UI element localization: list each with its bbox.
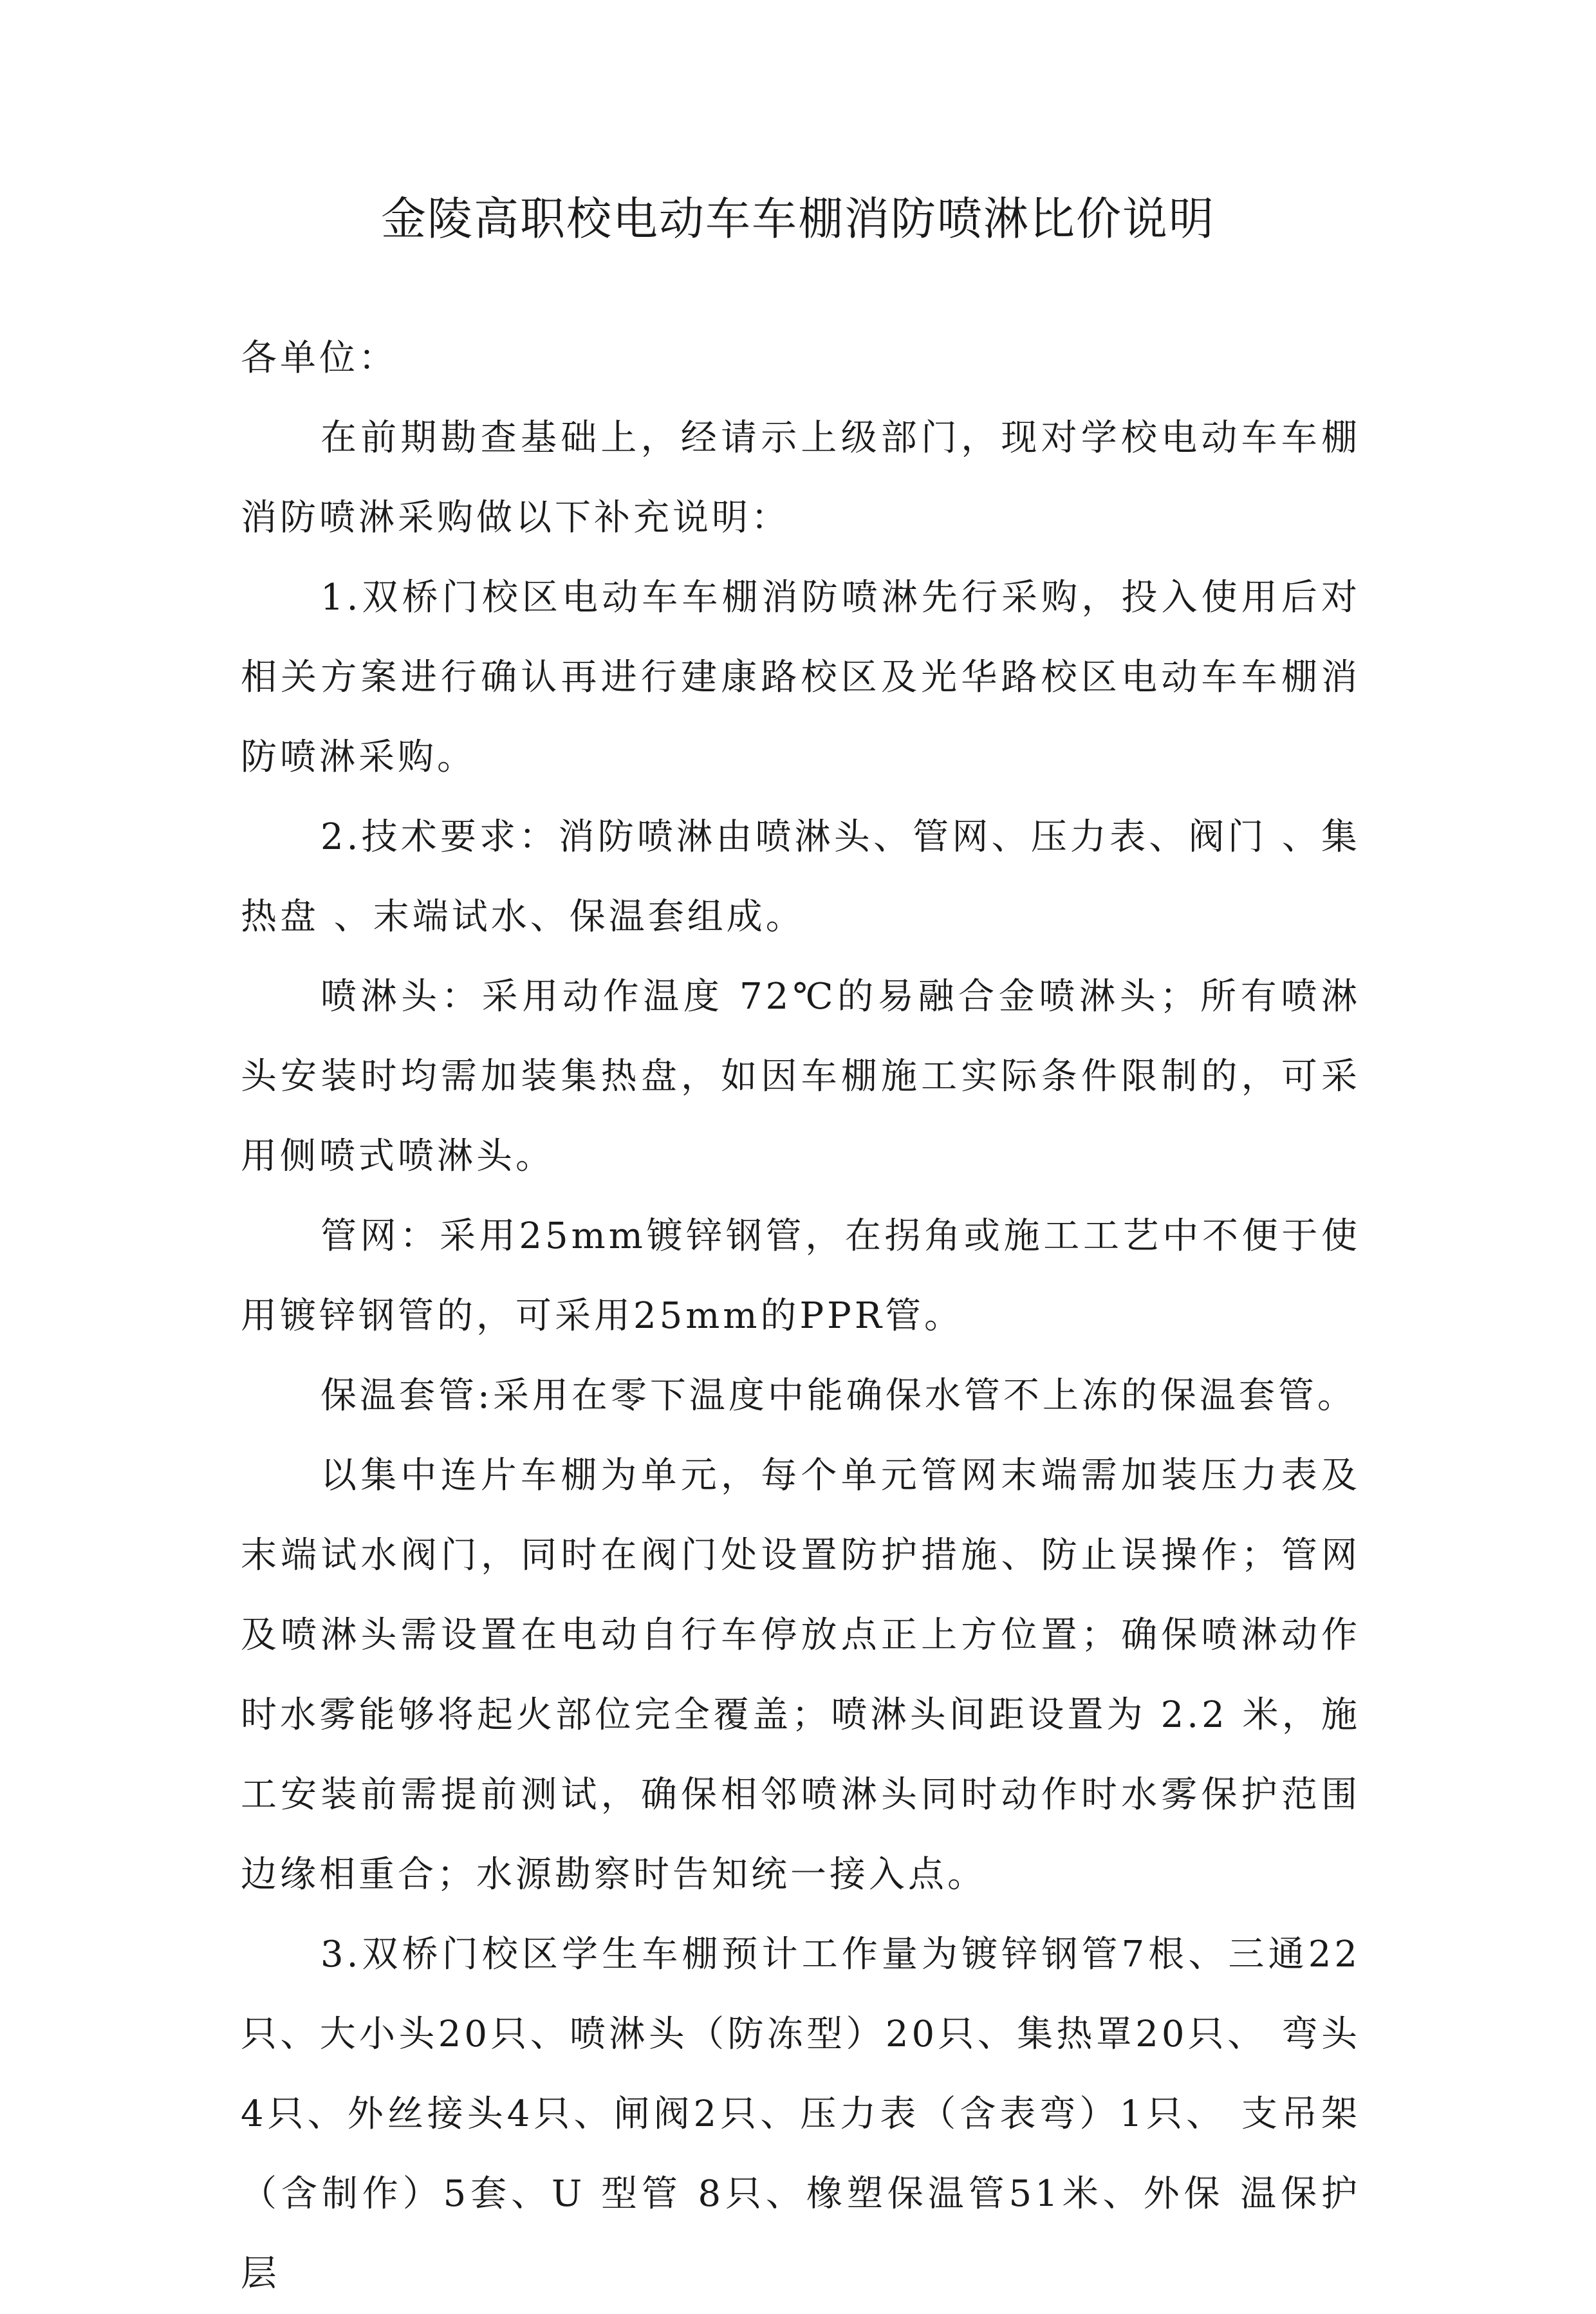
paragraph-sprinkler-head: 喷淋头：采用动作温度 72℃的易融合金喷淋头；所有喷淋头安装时均需加装集热盘，如因车棚施工实际条件限制的，可采用侧喷式喷淋头。 bbox=[241, 976, 1360, 1177]
paragraph-item-1: 1.双桥门校区电动车车棚消防喷淋先行采购，投入使用后对相关方案进行确认再进行建康路校区及光华路校区电动车车棚消防喷淋采购。 bbox=[241, 577, 1360, 778]
paragraph-item-2: 2.技术要求：消防喷淋由喷淋头、管网、压力表、阀门 、集热盘 、末端试水、保温套组成。 bbox=[241, 816, 1360, 938]
document-body bbox=[241, 319, 1360, 2314]
paragraph-unit-requirements: 以集中连片车棚为单元，每个单元管网末端需加装压力表及末端试水阀门，同时在阀门处设置防护措施、防止误操作；管网及喷淋头需设置在电动自行车停放点正上方位置；确保喷淋动作时水雾能够将起火部位完全覆盖；喷淋头间距设置为 2.2 米，施工安装前需提前测试，确保相邻喷淋头同时动作时水雾保护范围边缘相重合；水源勘察时告知统一接入点。 bbox=[241, 1455, 1360, 1896]
document-title: 金陵高职校电动车车棚消防喷淋比价说明 bbox=[381, 192, 1215, 245]
paragraph-intro: 在前期勘查基础上，经请示上级部门，现对学校电动车车棚消防喷淋采购做以下补充说明： bbox=[241, 417, 1360, 539]
salutation: 各单位： bbox=[241, 337, 398, 379]
paragraph-item-3: 3.双桥门校区学生车棚预计工作量为镀锌钢管7根、三通22只、大小头20只、喷淋头（防冻型）20只、集热罩20只、 弯头4只、外丝接头4只、闸阀2只、压力表（含表弯）1只、 支吊架（含制作）5套、U 型管 8只、橡塑保温管51米、外保 温保护层 bbox=[241, 1934, 1360, 2295]
paragraph-insulation-sleeve: 保温套管:采用在零下温度中能确保水管不上冻的保温套管。 bbox=[320, 1375, 1357, 1417]
paragraph-pipe-network: 管网：采用25mm镀锌钢管，在拐角或施工工艺中不便于使用镀锌钢管的，可采用25mm的PPR管。 bbox=[241, 1215, 1360, 1337]
